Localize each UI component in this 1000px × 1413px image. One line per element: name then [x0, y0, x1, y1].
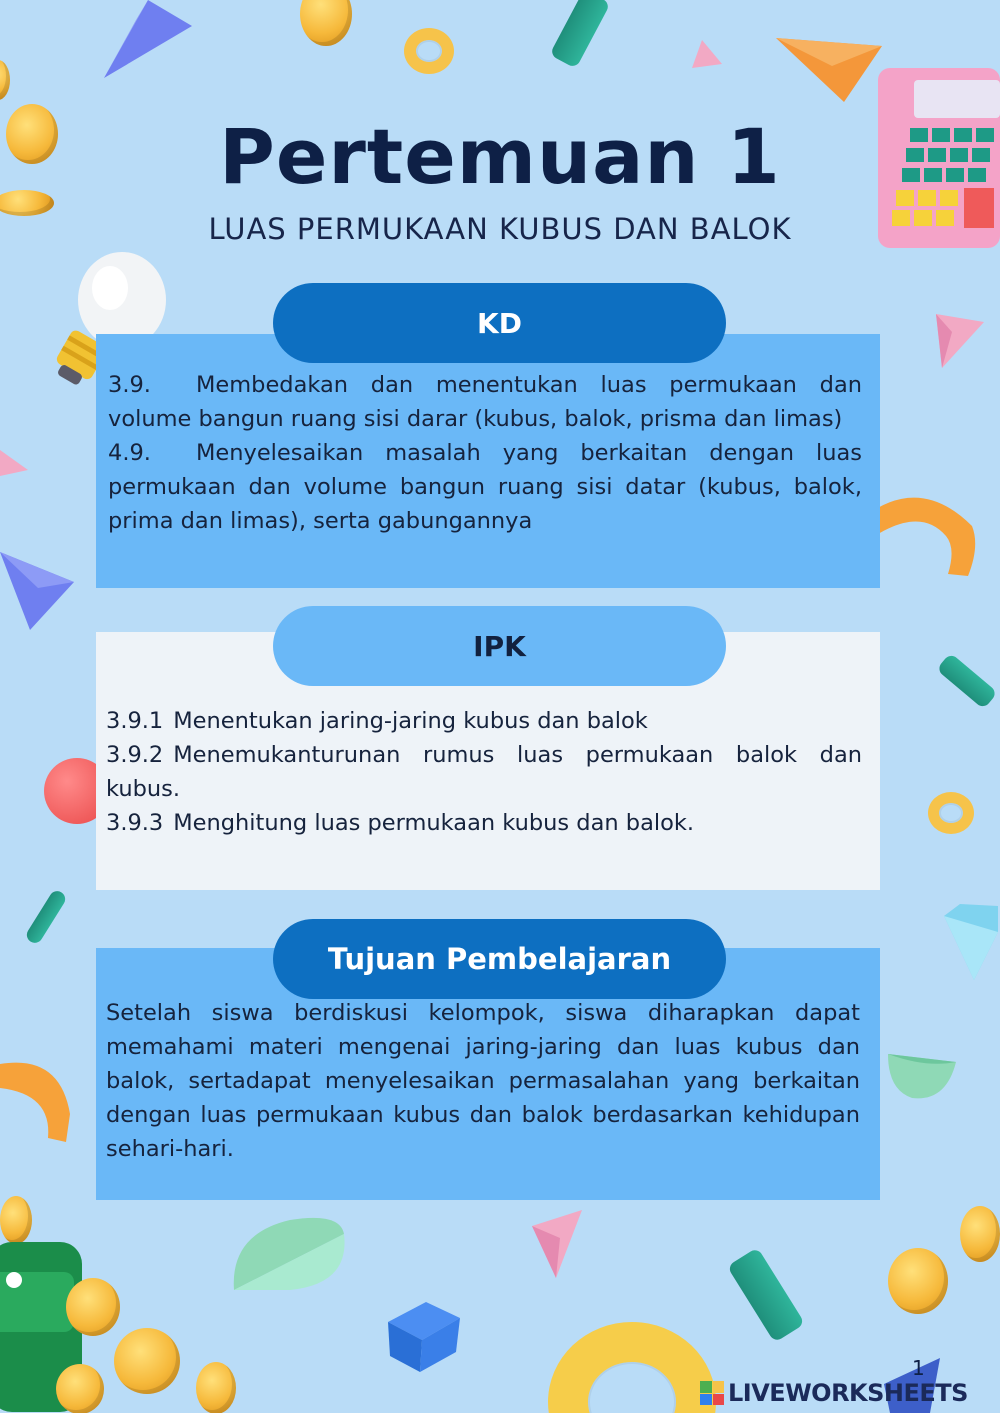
- ipk-item-text: Menentukan jaring-jaring kubus dan balok: [173, 708, 648, 734]
- kd-panel: [96, 334, 880, 588]
- pyramid-icon: [0, 446, 30, 478]
- coin-icon: [66, 1278, 120, 1336]
- ipk-heading: IPK: [273, 606, 726, 686]
- rod-icon: [936, 653, 998, 710]
- pyramid-icon: [688, 38, 724, 70]
- kd-item-text: Membedakan dan menentukan luas permukaan dan volume bangun ruang sisi darar (kubus, balok, prisma dan limas): [108, 372, 862, 432]
- ipk-item: [106, 738, 862, 806]
- hemisphere-icon: [886, 1050, 958, 1102]
- ipk-item-number: 3.9.2: [106, 742, 164, 768]
- kd-item: [108, 436, 862, 538]
- arch-icon: [862, 486, 982, 582]
- coin-icon: [56, 1364, 104, 1413]
- page-title: Pertemuan 1: [219, 112, 781, 201]
- ipk-item: [106, 806, 862, 840]
- kd-item: [108, 368, 862, 436]
- coin-icon: [300, 0, 352, 46]
- coin-icon: [0, 60, 10, 100]
- cone-icon: [96, 0, 196, 85]
- ipk-item-text: Menghitung luas permukaan kubus dan balok.: [173, 810, 695, 836]
- coin-icon: [960, 1206, 1000, 1262]
- coin-icon: [888, 1248, 948, 1314]
- ipk-item-number: 3.9.1: [106, 708, 164, 734]
- arch-icon: [0, 1054, 74, 1144]
- kd-item-number: 4.9.: [108, 440, 151, 466]
- kd-item-text: Menyelesaikan masalah yang berkaitan dengan luas permukaan dan volume bangun ruang sisi datar (kubus, balok, prima dan limas), serta gabungannya: [108, 440, 862, 534]
- ipk-list: [106, 704, 862, 840]
- ipk-item-number: 3.9.3: [106, 810, 164, 836]
- cone-icon: [0, 548, 76, 632]
- pyramid-icon: [932, 312, 988, 370]
- diamond-icon: [940, 902, 1000, 982]
- kd-item-number: 3.9.: [108, 372, 151, 398]
- cube-icon: [386, 1300, 462, 1372]
- coin-icon: [196, 1362, 236, 1413]
- liveworksheets-logo[interactable]: [700, 1378, 996, 1408]
- rod-icon: [24, 888, 68, 946]
- rod-icon: [549, 0, 610, 69]
- liveworksheets-icon: [700, 1381, 724, 1405]
- ring-icon: [928, 792, 974, 834]
- ipk-item-text: Menemukanturunan rumus luas permukaan balok dan kubus.: [106, 742, 862, 802]
- kd-list: [108, 368, 862, 538]
- page-subtitle: LUAS PERMUKAAN KUBUS DAN BALOK: [208, 212, 792, 246]
- ring-icon: [404, 28, 454, 74]
- ipk-item: [106, 704, 862, 738]
- pyramid-icon: [530, 1208, 584, 1280]
- page-number: 1: [912, 1356, 925, 1380]
- tujuan-text: Setelah siswa berdiskusi kelompok, siswa diharapkan dapat memahami materi mengenai jaring-jaring dan luas kubus dan balok, sertadapat menyelesaikan permasalahan yang berkaitan dengan luas permukaan kubus dan balok berdasarkan kehidupan sehari-hari.: [106, 1000, 860, 1162]
- watermark-text: LIVEWORKSHEETS: [728, 1379, 968, 1407]
- hemisphere-icon: [230, 1214, 346, 1292]
- tujuan-heading: Tujuan Pembelajaran: [273, 919, 726, 999]
- kd-heading: KD: [273, 283, 726, 363]
- paper-plane-icon: [774, 32, 884, 104]
- rod-icon: [727, 1247, 805, 1342]
- coin-icon: [114, 1328, 180, 1394]
- ring-icon: [548, 1322, 716, 1413]
